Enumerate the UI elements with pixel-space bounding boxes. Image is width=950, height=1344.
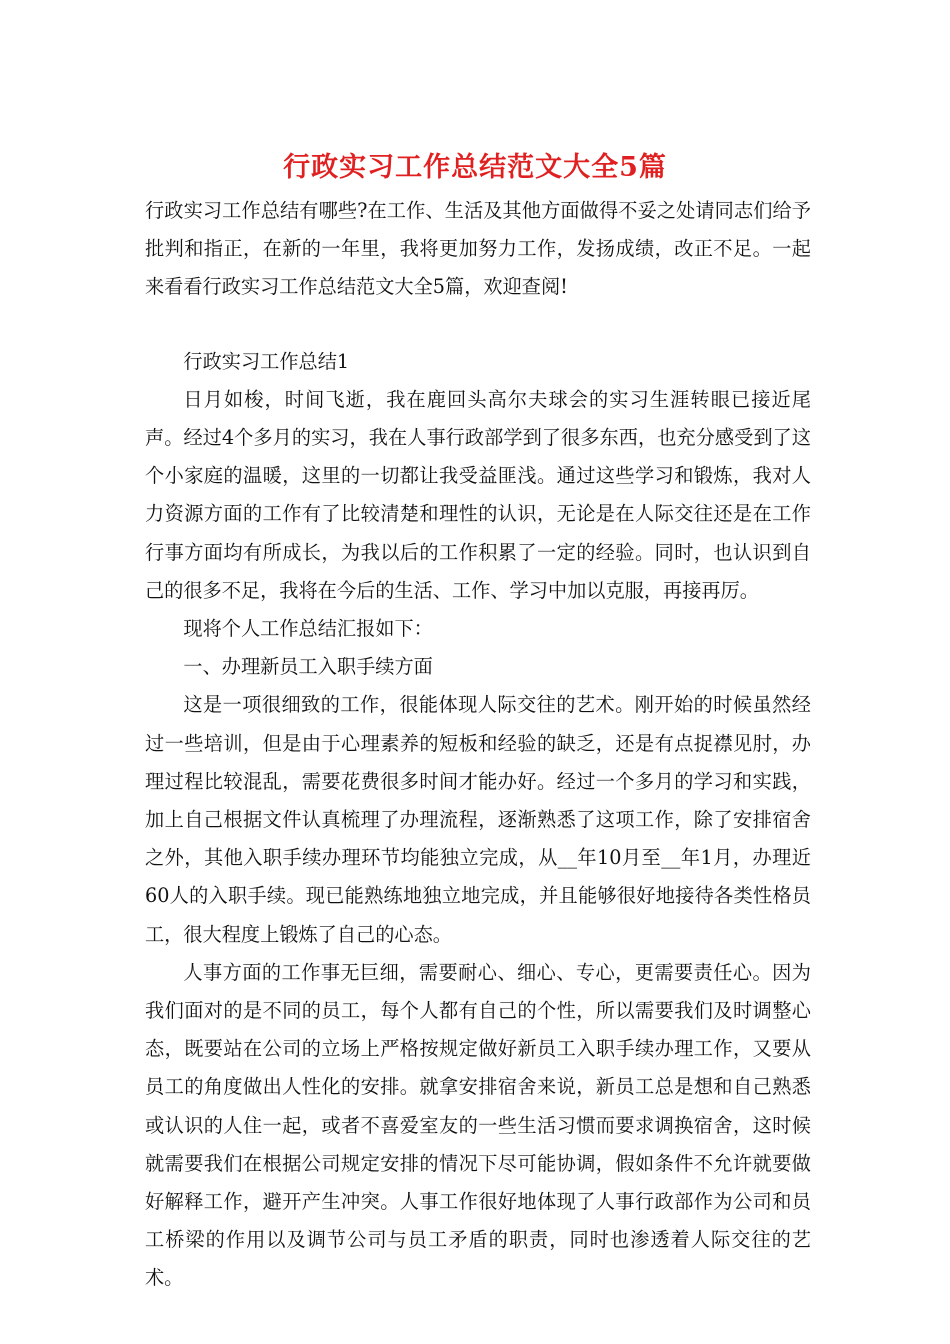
body-paragraph: 日月如梭，时间飞逝，我在鹿回头高尔夫球会的实习生涯转眼已接近尾声。经过4个多月的实习，我在人事行政部学到了很多东西，也充分感受到了这个小家庭的温暖，这里的一切都让我受益匪浅。通过这些学习和锻炼，我对人力资源方面的工作有了比较清楚和理性的认识，无论是在人际交往还是在工作行事方面均有所成长，为我以后的工作积累了一定的经验。同时，也认识到自己的很多不足，我将在今后的生活、工作、学习中加以克服，再接再厉。: [145, 387, 811, 602]
document-title: 行政实习工作总结范文大全5篇: [283, 152, 667, 183]
section-heading: 行政实习工作总结1: [183, 349, 350, 373]
paragraph-gap: [145, 307, 811, 343]
intro-paragraph: 行政实习工作总结有哪些?在工作、生活及其他方面做得不妥之处请同志们给予批判和指正，在新的一年里，我将更加努力工作，发扬成绩，改正不足。一起来看看行政实习工作总结范文大全5篇，欢迎查阅!: [145, 199, 811, 299]
document-body: [145, 192, 811, 1298]
subsection-heading: 一、办理新员工入职手续方面: [183, 655, 433, 679]
body-paragraph: 现将个人工作总结汇报如下：: [183, 617, 433, 641]
body-paragraph: 人事方面的工作事无巨细，需要耐心、细心、专心，更需要责任心。因为我们面对的是不同的员工，每个人都有自己的个性，所以需要我们及时调整心态，既要站在公司的立场上严格按规定做好新员工入职手续办理工作，又要从员工的角度做出人性化的安排。就拿安排宿舍来说，新员工总是想和自己熟悉或认识的人住一起，或者不喜爱室友的一些生活习惯而要求调换宿舍，这时候就需要我们在根据公司规定安排的情况下尽可能协调，假如条件不允许就要做好解释工作，避开产生冲突。人事工作很好地体现了人事行政部作为公司和员工桥梁的作用以及调节公司与员工矛盾的职责，同时也渗透着人际交往的艺术。: [145, 960, 811, 1290]
body-paragraph: 这是一项很细致的工作，很能体现人际交往的艺术。刚开始的时候虽然经过一些培训，但是由于心理素养的短板和经验的缺乏，还是有点捉襟见肘，办理过程比较混乱，需要花费很多时间才能办好。经过一个多月的学习和实践，加上自己根据文件认真梳理了办理流程，逐渐熟悉了这项工作，除了安排宿舍之外，其他入职手续办理环节均能独立完成，从__年10月至__年1月，办理近60人的入职手续。现已能熟练地独立地完成，并且能够很好地接待各类性格员工，很大程度上锻炼了自己的心态。: [145, 693, 811, 946]
